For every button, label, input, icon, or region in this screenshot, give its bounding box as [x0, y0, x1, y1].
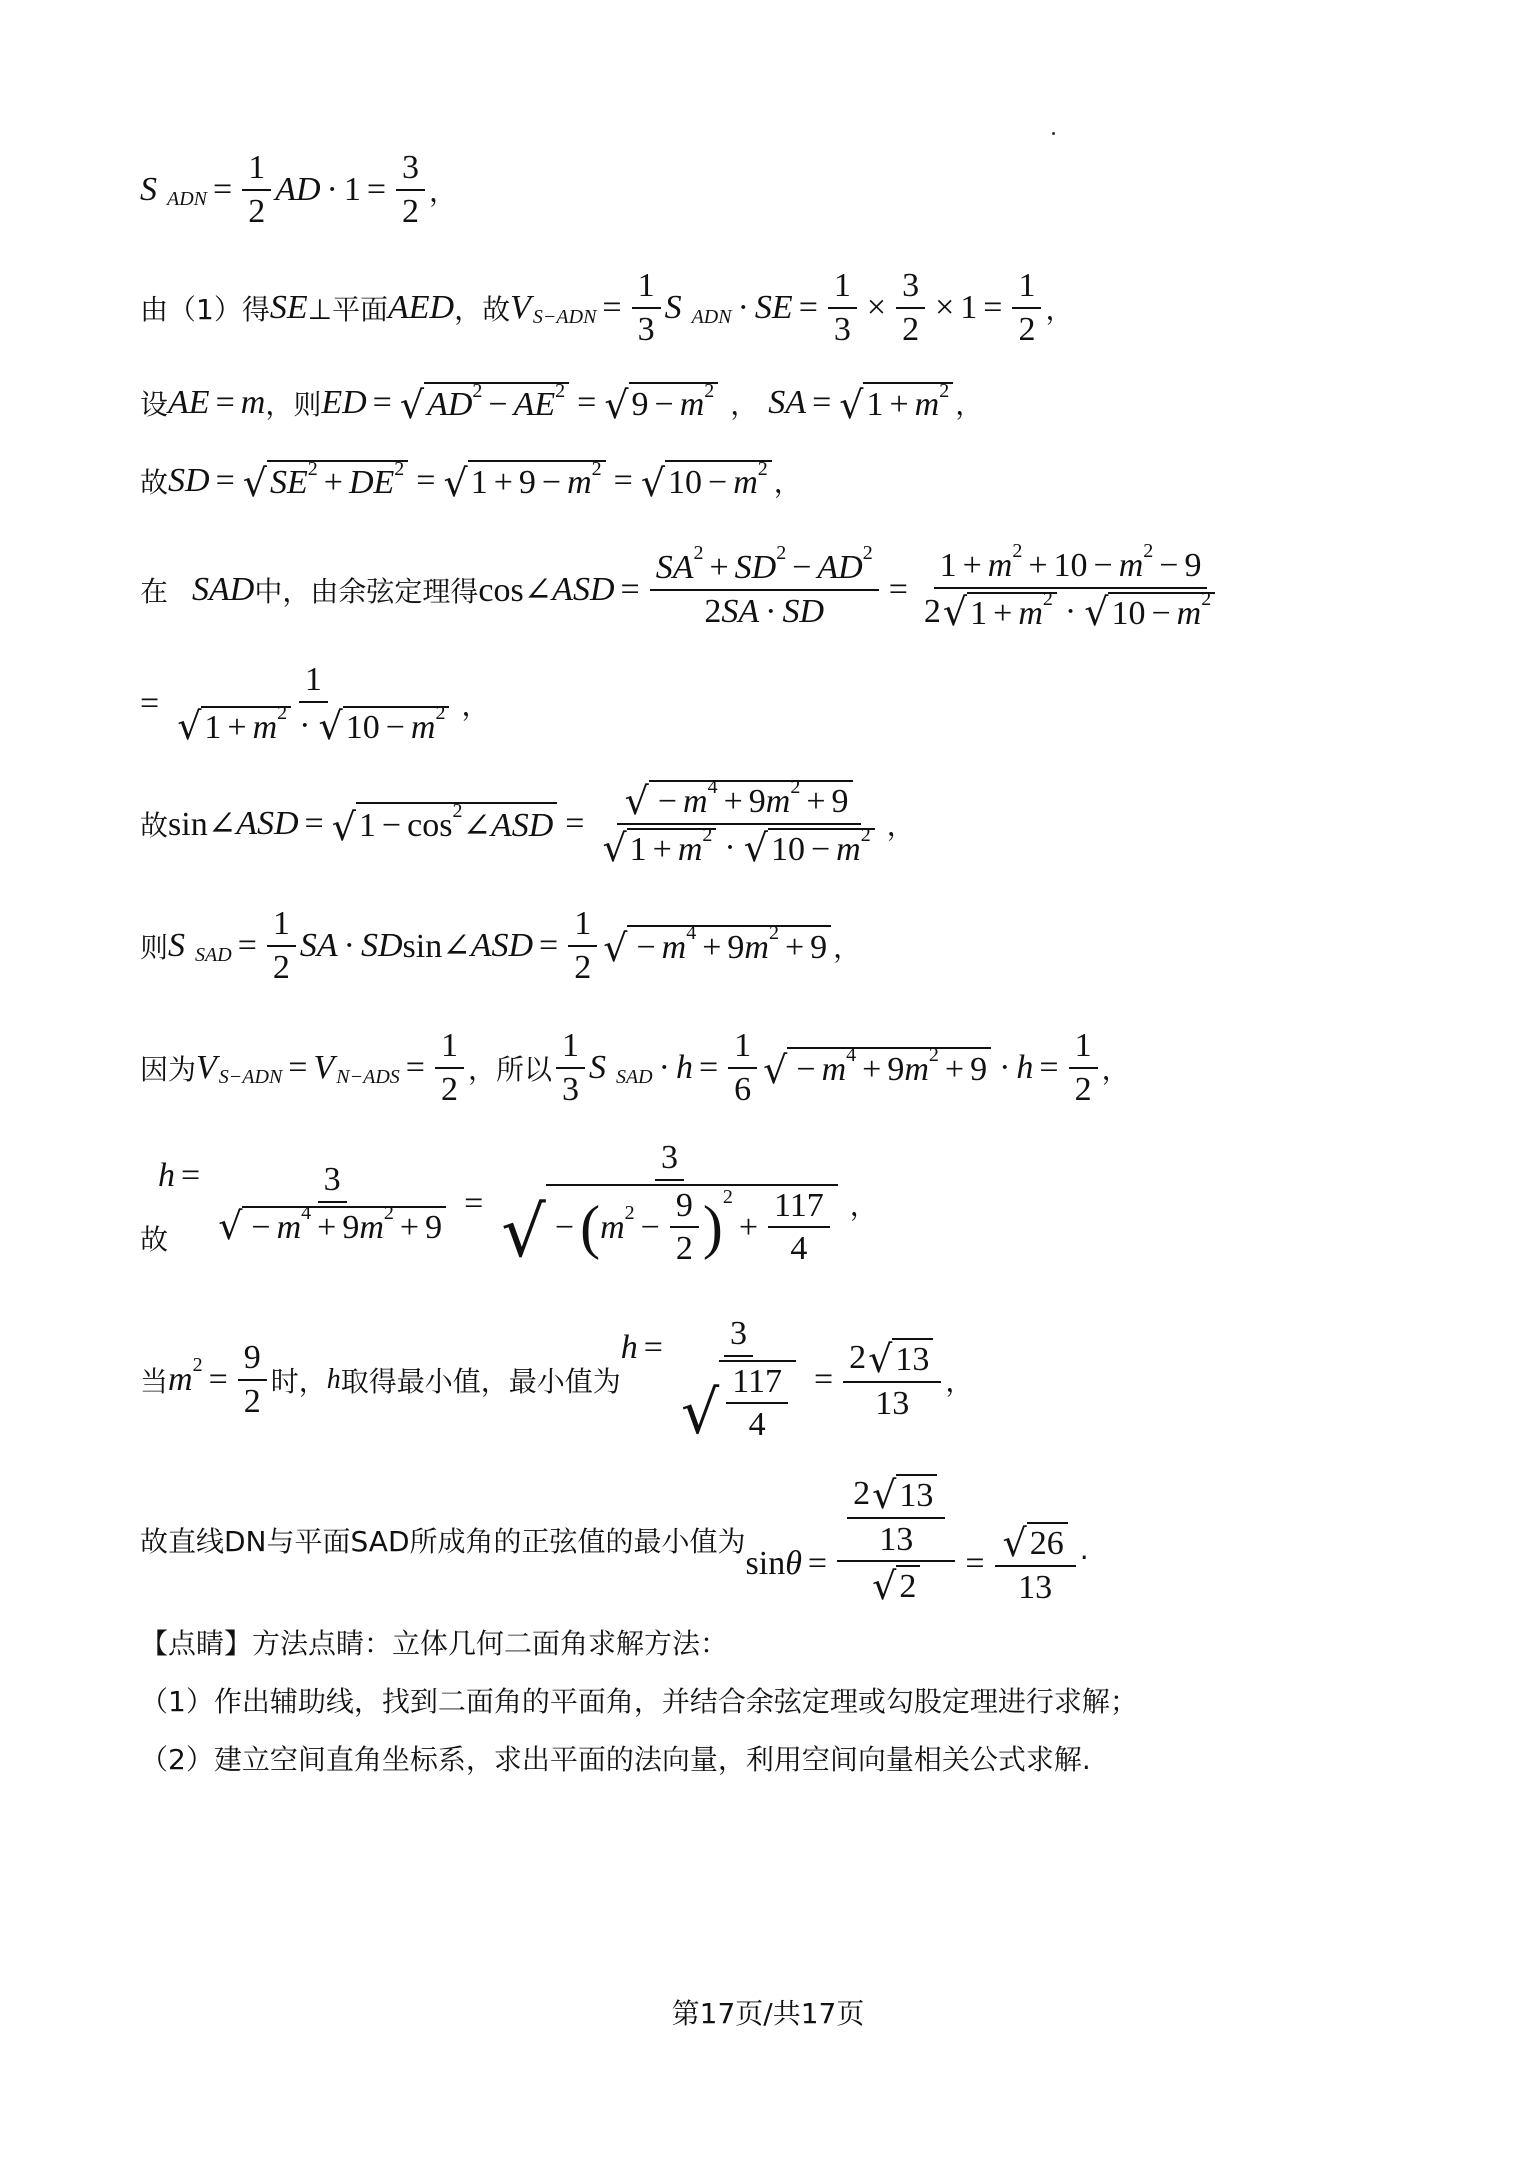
formula-line-10: 故 h = 3 √ − m 4 + 9 m 2 + 9 = 3 √ − ( m 2 − $\frac{9}{2}$ ) 2 + $\frac{117}{4}$ ，: [140, 1139, 878, 1274]
formula-line-2: 由（1）得 SE ⊥平面 AED ，故 V S−ADN = $\frac{1}{3}$ S ADN · SE = $\frac{1}{3}$ × $\frac{3}{2}$ × 1 = $\frac{1}{2}$ ，: [140, 267, 1074, 348]
formula-line-9: 因为 V S−ADN = V N−ADS = $\frac{1}{2}$ ，所以 $\frac{1}{3}$ S SAD · h = $\frac{1}{6}$ √ − m 4 + 9 m 2 + 9 · h = $\frac{1}{2}$ ，: [140, 1027, 1130, 1108]
comment-item-1: （1）作出辅助线，找到二面角的平面角，并结合余弦定理或勾股定理进行求解；: [140, 1685, 1138, 1718]
formula-line-8: 则 S SAD = $\frac{1}{2}$ SA · SD sin∠ ASD = $\frac{1}{2}$ √ − m 4 + 9 m 2 + 9 ，: [140, 905, 862, 986]
formula-line-4: 故 SD = √ SE 2 + DE 2 = √ 1 + 9 − m 2 = √ 10 − m 2 ，: [140, 457, 802, 505]
comment-item-2: （2）建立空间直角坐标系，求出平面的法向量，利用空间向量相关公式求解.: [140, 1743, 1091, 1776]
formula-line-1: S ADN = $\frac{1}{2}$ AD · 1 = $\frac{3}{2}$ ，: [140, 149, 458, 230]
formula-line-5: 在 SAD 中，由余弦定理得 cos∠ ASD = SA 2 + SD 2 − AD 2 2 SA · SD = 1 + m 2 + 10 − m 2 − 9 2 √ 1 + m 2 · √ 10 − m 2: [140, 548, 1227, 631]
formula-line-12: 故直线DN与平面SAD所成角的正弦值的最小值为 sin θ = 2 √ 13 13 √ 2 = √ 26 13 .: [140, 1472, 1089, 1609]
formula-line-3: 设 AE = m ，则 ED = √ AD 2 − AE 2 = √ 9 − m 2 ， SA = √ 1 + m 2 ，: [140, 379, 984, 427]
comment-title: 【点睛】方法点睛：立体几何二面角求解方法：: [140, 1627, 729, 1660]
formula-line-11: 当 m 2 = $\frac{9}{2}$ 时， h 取得最小值，最小值为 h = 3 √ $\frac{117}{4}$ = 2 √ 13 13 ，: [140, 1315, 974, 1449]
page-footer: 第17页/共17页: [671, 1997, 865, 2030]
scan-dot: [1052, 132, 1055, 135]
formula-line-6: = 1 √ 1 + m 2 · √ 10 − m 2 ，: [140, 661, 490, 749]
formula-line-7: 故 sin∠ ASD = √ 1 − cos 2 ∠ ASD = √ − m 4 + 9 m 2 + 9 √ 1 + m 2 · √ 10 − m 2 ，: [140, 776, 915, 871]
